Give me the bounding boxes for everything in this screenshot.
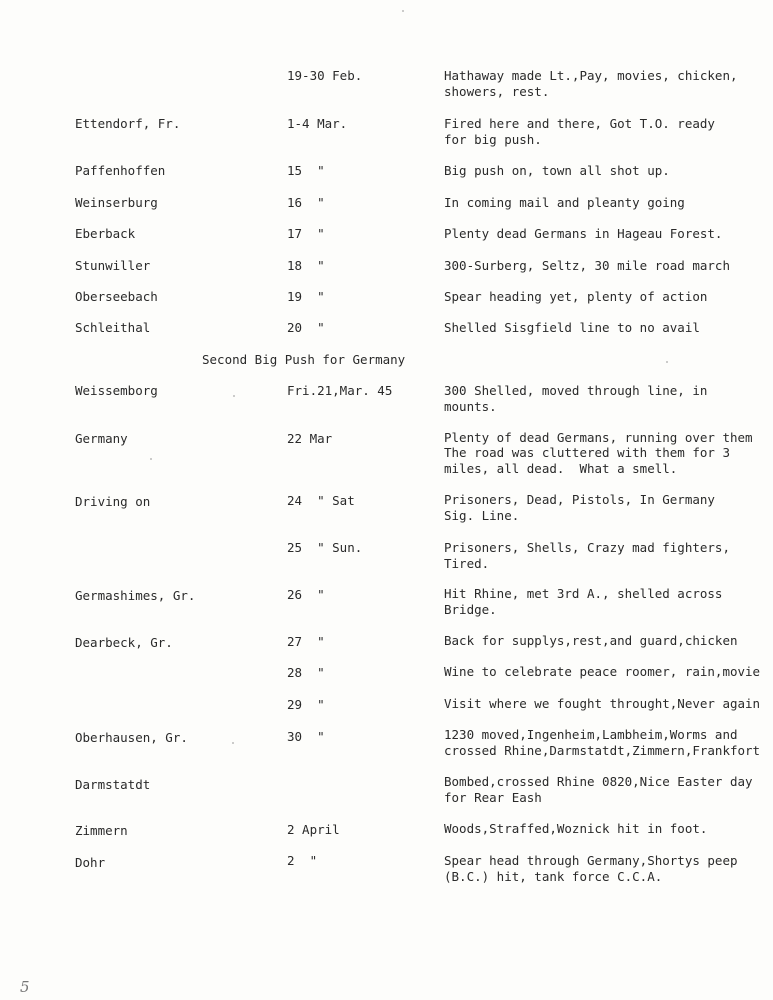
note-line: In coming mail and pleanty going: [444, 195, 685, 210]
date-cell: 19-30 Feb.: [287, 68, 363, 83]
place-cell: Weissemborg: [75, 383, 158, 398]
date-cell: 1-4 Mar.: [287, 116, 348, 131]
paper-speck: [666, 361, 668, 363]
paper-speck: [150, 458, 152, 460]
place-cell: Dearbeck, Gr.: [75, 635, 173, 650]
note-line: showers, rest.: [444, 84, 550, 99]
note-line: Big push on, town all shot up.: [444, 163, 670, 178]
note-line: 300-Surberg, Seltz, 30 mile road march: [444, 258, 730, 273]
note-line: Back for supplys,rest,and guard,chicken: [444, 633, 738, 648]
date-cell: 15 ": [287, 163, 325, 178]
note-line: (B.C.) hit, tank force C.C.A.: [444, 869, 663, 884]
note-line: Bridge.: [444, 602, 497, 617]
place-cell: Darmstatdt: [75, 777, 151, 792]
note-line: Plenty of dead Germans, running over them: [444, 430, 753, 445]
note-line: Sig. Line.: [444, 508, 520, 523]
date-cell: 30 ": [287, 729, 325, 744]
date-cell: 24 " Sat: [287, 493, 355, 508]
place-cell: Oberseebach: [75, 289, 158, 304]
place-cell: Germashimes, Gr.: [75, 588, 196, 603]
note-line: The road was cluttered with them for 3: [444, 445, 730, 460]
date-cell: 2 ": [287, 853, 318, 868]
note-line: Spear head through Germany,Shortys peep: [444, 853, 738, 868]
place-cell: Weinserburg: [75, 195, 158, 210]
place-cell: Schleithal: [75, 320, 151, 335]
note-line: Tired.: [444, 556, 490, 571]
place-cell: Eberback: [75, 226, 136, 241]
place-cell: Oberhausen, Gr.: [75, 730, 188, 745]
note-line: 1230 moved,Ingenheim,Lambheim,Worms and: [444, 727, 738, 742]
place-cell: Germany: [75, 431, 128, 446]
date-cell: 2 April: [287, 822, 340, 837]
note-line: crossed Rhine,Darmstatdt,Zimmern,Frankfort: [444, 743, 761, 758]
note-line: miles, all dead. What a smell.: [444, 461, 678, 476]
place-cell: Paffenhoffen: [75, 163, 166, 178]
date-cell: 25 " Sun.: [287, 540, 363, 555]
note-line: Prisoners, Shells, Crazy mad fighters,: [444, 540, 730, 555]
note-line: Plenty dead Germans in Hageau Forest.: [444, 226, 723, 241]
paper-speck: [402, 10, 404, 12]
note-line: Fired here and there, Got T.O. ready: [444, 116, 715, 131]
paper-speck: [233, 395, 235, 397]
section-heading: Second Big Push for Germany: [202, 352, 406, 367]
date-cell: 20 ": [287, 320, 325, 335]
note-line: Shelled Sisgfield line to no avail: [444, 320, 700, 335]
note-line: Visit where we fought throught,Never again: [444, 696, 761, 711]
date-cell: 27 ": [287, 634, 325, 649]
note-line: mounts.: [444, 399, 497, 414]
date-cell: 18 ": [287, 258, 325, 273]
date-cell: Fri.21,Mar. 45: [287, 383, 393, 398]
place-cell: Stunwiller: [75, 258, 151, 273]
place-cell: Zimmern: [75, 823, 128, 838]
place-cell: Ettendorf, Fr.: [75, 116, 181, 131]
note-line: for Rear Eash: [444, 790, 542, 805]
note-line: 300 Shelled, moved through line, in: [444, 383, 708, 398]
date-cell: 16 ": [287, 195, 325, 210]
note-line: Prisoners, Dead, Pistols, In Germany: [444, 492, 715, 507]
date-cell: 28 ": [287, 665, 325, 680]
note-line: Woods,Straffed,Woznick hit in foot.: [444, 821, 708, 836]
note-line: Wine to celebrate peace roomer, rain,movie: [444, 664, 761, 679]
date-cell: 22 Mar: [287, 431, 333, 446]
date-cell: 29 ": [287, 697, 325, 712]
note-line: Hit Rhine, met 3rd A., shelled across: [444, 586, 723, 601]
paper-speck: [232, 742, 234, 744]
note-line: Hathaway made Lt.,Pay, movies, chicken,: [444, 68, 738, 83]
place-cell: Driving on: [75, 494, 151, 509]
note-line: Bombed,crossed Rhine 0820,Nice Easter day: [444, 774, 753, 789]
date-cell: 19 ": [287, 289, 325, 304]
place-cell: Dohr: [75, 855, 106, 870]
date-cell: 17 ": [287, 226, 325, 241]
date-cell: 26 ": [287, 587, 325, 602]
note-line: for big push.: [444, 132, 542, 147]
page-number: 5: [20, 978, 30, 996]
note-line: Spear heading yet, plenty of action: [444, 289, 708, 304]
